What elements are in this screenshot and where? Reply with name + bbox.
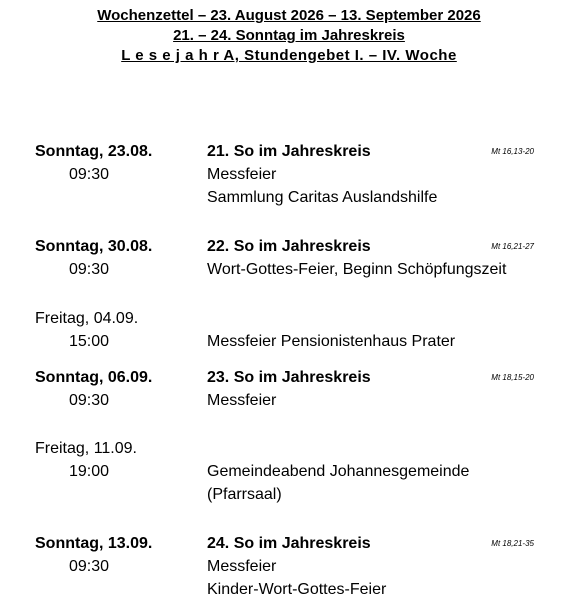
entry-reference: Mt 16,13-20 bbox=[491, 147, 534, 156]
header-title: Wochenzettel – 23. August 2026 – 13. September 2026 bbox=[97, 7, 481, 24]
entry-day: Freitag, 04.09. bbox=[35, 310, 139, 327]
entry-reference: Mt 18,15-20 bbox=[491, 373, 534, 382]
entry-title: 21. So im Jahreskreis bbox=[207, 143, 371, 160]
entry-line: Sammlung Caritas Auslandshilfe bbox=[207, 189, 438, 206]
entry-line: Wort-Gottes-Feier, Beginn Schöpfungszeit bbox=[207, 261, 507, 278]
header-lesejahr: L e s e j a h r A, Stundengebet I. – IV. Woche bbox=[121, 47, 457, 64]
schedule-entry bbox=[0, 532, 578, 601]
schedule-entry bbox=[0, 235, 578, 281]
entry-day: Freitag, 11.09. bbox=[35, 440, 137, 457]
schedule-entry bbox=[0, 366, 578, 412]
entry-line: Messfeier Pensionistenhaus Prater bbox=[207, 333, 456, 350]
entry-line: Messfeier bbox=[207, 392, 277, 409]
entry-title: 23. So im Jahreskreis bbox=[207, 369, 371, 386]
entry-time: 19:00 bbox=[69, 463, 110, 480]
entry-time: 09:30 bbox=[69, 392, 110, 409]
schedule-entry bbox=[0, 140, 578, 209]
header-subtitle: 21. – 24. Sonntag im Jahreskreis bbox=[173, 27, 405, 44]
schedule-entry bbox=[0, 437, 578, 506]
entry-line: Messfeier bbox=[207, 558, 277, 575]
entry-day: Sonntag, 23.08. bbox=[35, 143, 153, 160]
schedule-entry bbox=[0, 307, 578, 353]
entry-title: 24. So im Jahreskreis bbox=[207, 535, 371, 552]
entry-day: Sonntag, 30.08. bbox=[35, 238, 153, 255]
document-header bbox=[0, 6, 578, 66]
entry-line: Messfeier bbox=[207, 166, 277, 183]
entry-day: Sonntag, 06.09. bbox=[35, 369, 153, 386]
entry-title: 22. So im Jahreskreis bbox=[207, 238, 371, 255]
entry-line: (Pfarrsaal) bbox=[207, 486, 282, 503]
entry-day: Sonntag, 13.09. bbox=[35, 535, 153, 552]
entry-line: Kinder-Wort-Gottes-Feier bbox=[207, 581, 387, 598]
entry-reference: Mt 16,21-27 bbox=[491, 242, 534, 251]
entry-reference: Mt 18,21-35 bbox=[491, 539, 534, 548]
entry-time: 15:00 bbox=[69, 333, 110, 350]
entry-time: 09:30 bbox=[69, 261, 110, 278]
entry-line: Gemeindeabend Johannesgemeinde bbox=[207, 463, 470, 480]
entry-time: 09:30 bbox=[69, 558, 110, 575]
entry-time: 09:30 bbox=[69, 166, 110, 183]
